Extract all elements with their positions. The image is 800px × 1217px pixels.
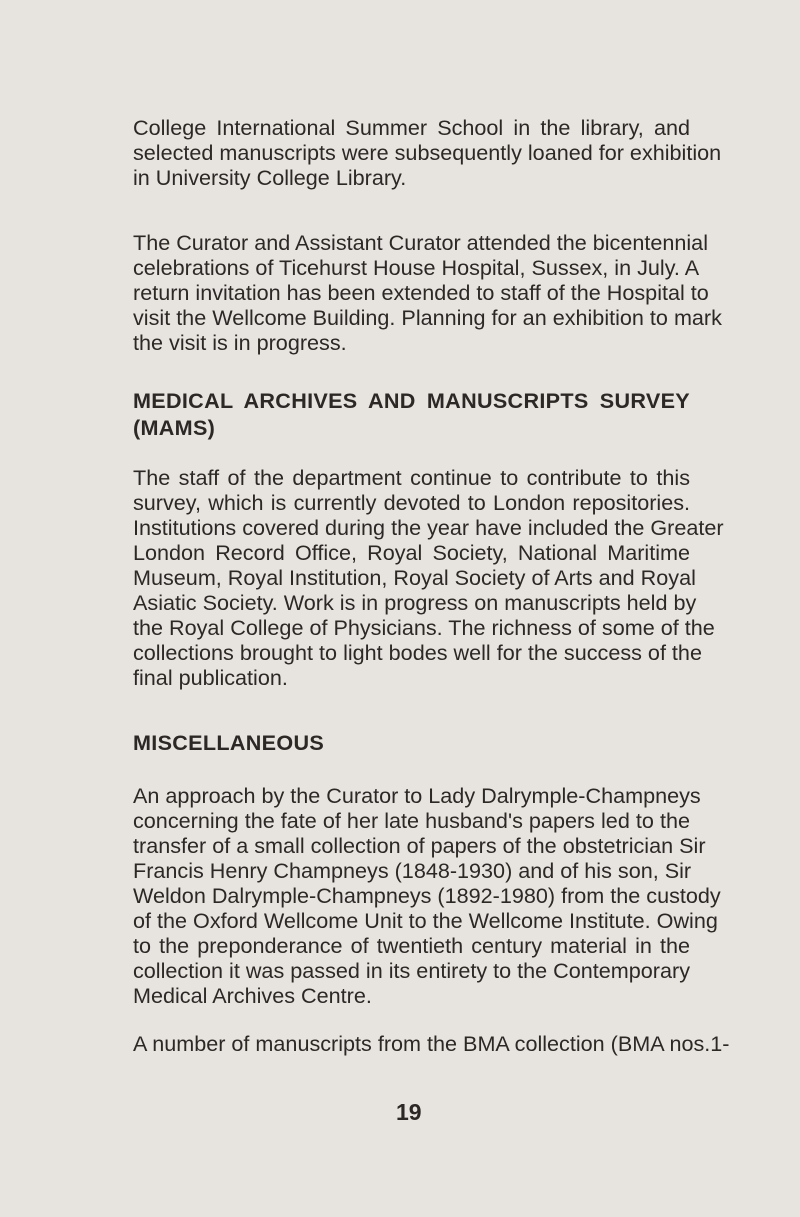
text-line: transfer of a small collection of papers of the obstetrician Sir: [133, 833, 706, 858]
text-line: visit the Wellcome Building. Planning for an exhibition to mark: [133, 305, 722, 330]
text-line: Medical Archives Centre.: [133, 983, 372, 1008]
paragraph-champneys: [133, 783, 721, 1008]
heading-line: MEDICAL ARCHIVES AND MANUSCRIPTS SURVEY: [133, 388, 690, 413]
text-line: An approach by the Curator to Lady Dalrymple-Champneys: [133, 783, 701, 808]
text-line: The Curator and Assistant Curator attended the bicentennial: [133, 230, 708, 255]
text-line: of the Oxford Wellcome Unit to the Wellcome Institute. Owing: [133, 908, 718, 933]
text-line: concerning the fate of her late husband's papers led to the: [133, 808, 690, 833]
text-line: Museum, Royal Institution, Royal Society of Arts and Royal: [133, 565, 696, 590]
text-line: in University College Library.: [133, 165, 407, 190]
text-line: The staff of the department continue to contribute to this: [133, 465, 690, 490]
text-line: Institutions covered during the year have included the Greater: [133, 515, 724, 540]
text-line: A number of manuscripts from the BMA collection (BMA nos.1-: [133, 1031, 730, 1056]
text-line: Asiatic Society. Work is in progress on manuscripts held by: [133, 590, 697, 615]
text-line: the Royal College of Physicians. The richness of some of the: [133, 615, 715, 640]
text-line: Francis Henry Champneys (1848-1930) and of his son, Sir: [133, 858, 692, 883]
text-line: Weldon Dalrymple-Champneys (1892-1980) from the custody: [133, 883, 721, 908]
text-line: the visit is in progress.: [133, 330, 347, 355]
paragraph-mams: [133, 465, 724, 690]
text-line: London Record Office, Royal Society, National Maritime: [133, 540, 690, 565]
text-line: to the preponderance of twentieth century material in the: [133, 933, 690, 958]
paragraph-ichs: [133, 115, 722, 190]
text-line: collections brought to light bodes well for the success of the: [133, 640, 702, 665]
text-line: final publication.: [133, 665, 288, 690]
text-line: survey, which is currently devoted to London repositories.: [133, 490, 690, 515]
text-line: selected manuscripts were subsequently loaned for exhibition: [133, 140, 722, 165]
paragraph-ticehurst: [133, 230, 722, 355]
paragraph-bma: [133, 1031, 730, 1056]
text-line: celebrations of Ticehurst House Hospital, Sussex, in July. A: [133, 255, 700, 280]
heading-line: MISCELLANEOUS: [133, 730, 325, 755]
text-line: College International Summer School in the library, and: [133, 115, 690, 140]
heading-mams: [133, 387, 690, 441]
heading-miscellaneous: [133, 729, 690, 756]
text-line: return invitation has been extended to staff of the Hospital to: [133, 280, 709, 305]
page-number: 19: [396, 1099, 422, 1125]
text-line: collection it was passed in its entirety to the Contemporary: [133, 958, 690, 983]
heading-line: (MAMS): [133, 415, 216, 440]
